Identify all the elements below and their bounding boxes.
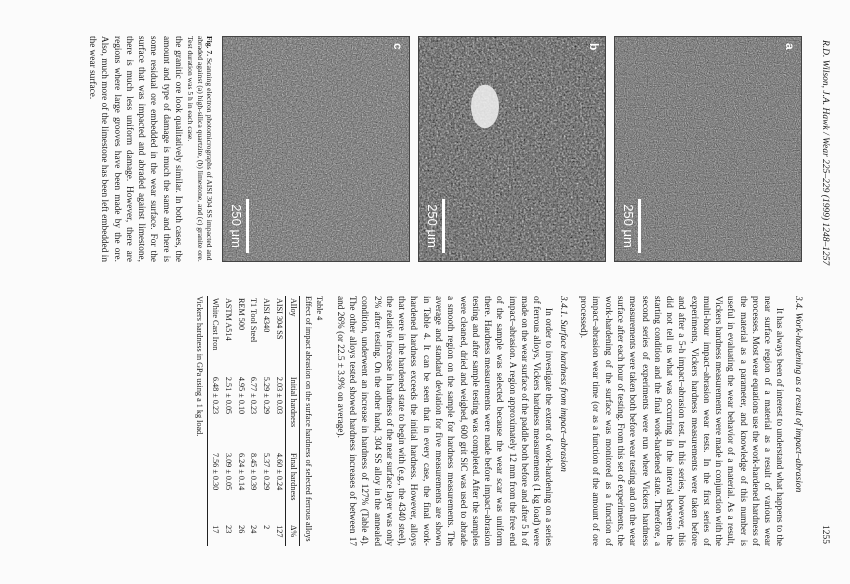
cell-initial: 5.29 ± 0.29 [262,376,272,415]
running-header [820,40,830,544]
table-row [272,296,285,546]
page-number: 1255 [820,525,830,544]
figure-7 [186,36,802,262]
subsection-heading: 3.4.1. Surface hardness from impact–abrasion [557,296,568,472]
cell-final: 4.60 ± 0.24 [275,452,285,491]
cell-alloy: AISI 304 SS [275,298,285,340]
caption-text: Scanning electron photomicrographs of AISI 304 SS impacted and abraded against (a) high-silica quartzite, (b) limestone, and (c) granite ore. Test duration was 5 h in each case. [186,36,214,262]
cell-initial: 6.77 ± 0.23 [249,376,259,415]
table-footnote: Vickers hardness in GPa using a 1 kg load. [195,296,205,437]
sem-texture-b [419,37,605,261]
left-paragraph: the granitic ore look qualitatively similar. In both cases, the amount and type of damage is much the same and there is some residual ore embedded in the wear surface. For the surface that was impacted and abraded against limestone, there is much less uniform damage. However, there are regions where large grooves have been made by the ore. Also, much more of the limestone has been left embedded in the wear surface. [87,36,183,262]
cell-delta: 17 [208,523,221,546]
panel-label-c: c [391,43,405,50]
table-row [234,296,247,546]
cell-delta: 23 [223,525,233,534]
cell-delta: 24 [249,525,259,534]
cell-final: 8.45 ± 0.39 [249,452,259,491]
sem-texture-a [615,37,801,261]
table-4 [193,296,323,546]
running-head: R.D. Wilson, J.A. Hawk / Wear 225–229 (1999) 1248–1257 [820,40,830,266]
sem-photo-b [418,36,606,262]
scale-text-c: 250 μm [229,204,244,248]
cell-alloy: ASTM A514 [223,298,233,341]
table-row [247,296,260,546]
cell-alloy: AISI 4340 [262,298,272,333]
left-column-text [86,36,184,262]
table-row [221,296,234,546]
table-header-row [286,296,300,546]
scale-text-a: 250 μm [621,204,636,248]
scale-bar-a [621,199,641,253]
sem-texture-c [223,37,409,261]
cell-final: 5.37 ± 0.29 [262,452,272,491]
cell-delta: 26 [236,525,246,534]
section-paragraph-1: It has always been of interest to understand what happens to the near surface region of a material as a result of various wear processes. Most wear equations use the work-hardened hardness of the material as a parameter, and knowledge of this number is useful in evaluating the wear behavior of a material. As a result, Vickers hardness measurements were made in conjunction with the multi-hour impact–abrasion wear tests. In the first series of experiments, Vickers hardness measurements were taken before and after a 5-h impact–abrasion test. In this series, however, this did not tell us what was occurring in the interval between the starting condition and the final work-hardened state. Therefore, a second series of experiments were run where Vickers hardness measurements were taken both before wear testing and on the wear surface after each hour of testing. From this set of experiments, the work-hardening of the surface was monitored as a function of impact–abrasion wear time (or as a function of the amount of ore processed). [578,296,785,546]
cell-final: 3.09 ± 0.05 [223,452,233,491]
cell-final: 7.56 ± 0.30 [208,451,221,523]
cell-initial: 6.48 ± 0.23 [208,375,221,451]
scale-text-b: 250 μm [425,204,440,248]
table-caption [302,296,324,546]
table-caption-text: Effect of impact abrasion on the surface hardness of selected ferrous alloys [303,296,313,542]
section-heading: 3.4. Work-hardening as a result of impact–abrasion [793,296,803,493]
cell-initial: 2.03 ± 0.03 [275,376,285,415]
panel-label-a: a [783,43,797,50]
cell-delta: 2 [262,525,272,530]
cell-initial: 2.51 ± 0.05 [223,376,233,415]
col-header-final: Final hardness [286,451,300,523]
hardness-table [207,296,300,546]
scale-bar-b [425,199,445,253]
figure-caption [186,36,214,262]
cell-final: 6.24 ± 0.14 [236,452,246,491]
scale-bar-c [229,199,249,253]
sem-photo-c [222,36,410,262]
cell-delta: 127 [275,525,285,538]
panel-label-b: b [587,43,601,51]
col-header-alloy: Alloy [286,296,300,375]
cell-initial: 4.95 ± 0.10 [236,376,246,415]
table-row [208,296,221,546]
cell-alloy: T1 Tool Steel [249,298,259,343]
table-label: Table 4 [314,296,324,321]
right-column [193,296,808,546]
cell-alloy: White Cast Iron [208,296,221,375]
sem-photo-a [614,36,802,262]
col-header-delta: Δ% [286,523,300,546]
col-header-initial: Initial hardness [286,375,300,451]
table-row [260,296,273,546]
section-paragraph-2: In order to investigate the extent of work-hardening on a series of ferrous alloys, Vickers hardness measurements (1 kg load) were made on the wear surface of the paddle both before and after 5 h of impact–abrasion. A region approximately 12 mm from the free end of the sample was selected because the wear scar was uniform there. Hardness measurements were made before impact–abrasion testing and after sample testing was completed. After the samples were cleaned, dried and weighed, 600 grit SiC was used to abrade a smooth region on the sample for hardness measurements. The average and standard deviation for five measurements are shown in Table 4. It can be seen that in every case, the final work-hardened hardness exceeds the initial hardness. However, alloys that were in the hardened state to begin with (e.g., the 4340 steel), the relative increase in hardness of the near surface layer was only 2% after testing. On the other hand, 304 SS alloy in the annealed condition, underwent an increase in hardness of 127% (Table 4). The other alloys tested showed hardness increases of between 17 and 26% (or 22.5 ± 3.9% on average). [334,296,554,546]
cell-alloy: REM 500 [236,298,246,331]
caption-label: Fig. 7. [205,36,214,57]
